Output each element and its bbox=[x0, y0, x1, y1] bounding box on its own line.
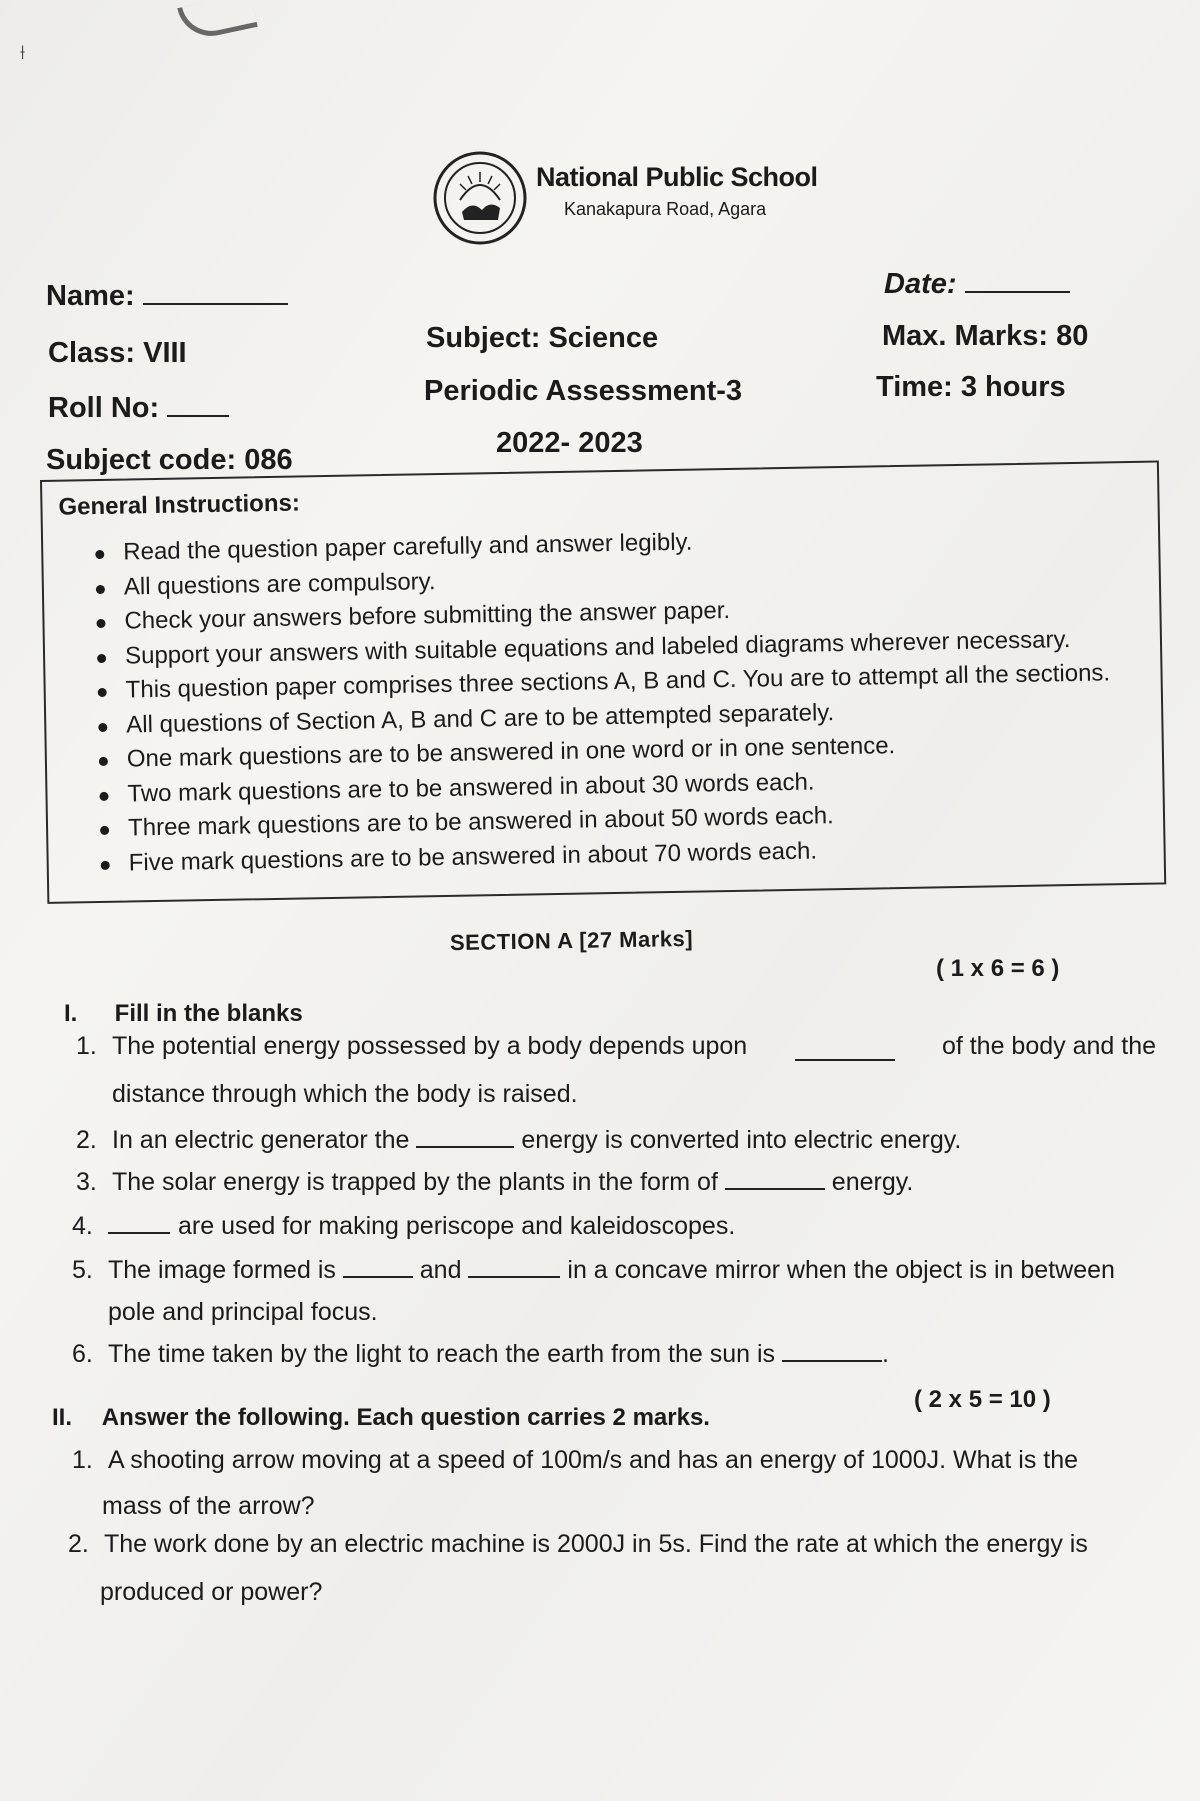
instruction-item: Three mark questions are to be answered in about 50 words each. bbox=[100, 797, 1113, 849]
part-ii-title: Answer the following. Each question carries 2 marks. bbox=[101, 1404, 710, 1431]
instruction-item: All questions of Section A, B and C are to be attempted separately. bbox=[98, 694, 1111, 746]
max-marks-label: Max. Marks: 80 bbox=[882, 320, 1089, 352]
assessment-label: Periodic Assessment-3 bbox=[424, 375, 743, 407]
question-1-5-cont: pole and principal focus. bbox=[108, 1298, 378, 1326]
subject-code-label: Subject code: 086 bbox=[46, 444, 293, 476]
part-i-title: Fill in the blanks bbox=[114, 1000, 303, 1027]
fold-mark bbox=[177, 0, 258, 42]
instruction-item: Support your answers with suitable equations and labeled diagrams wherever necessary. bbox=[97, 625, 1110, 677]
instruction-item: This question paper comprises three sections A, B and C. You are to attempt all the sections. bbox=[97, 659, 1110, 711]
question-1-3 bbox=[76, 1168, 913, 1197]
date-field bbox=[884, 268, 1070, 301]
part-ii-number: II. bbox=[52, 1404, 73, 1431]
question-2-1 bbox=[72, 1446, 1078, 1475]
question-number: 2. bbox=[68, 1530, 89, 1558]
question-text: The potential energy possessed by a body depends upon bbox=[112, 1032, 748, 1060]
instructions-list bbox=[95, 521, 1113, 884]
question-text: energy. bbox=[831, 1168, 914, 1196]
question-2-2 bbox=[68, 1530, 1088, 1559]
name-field bbox=[46, 280, 288, 313]
name-blank bbox=[143, 303, 288, 305]
part-i-heading bbox=[64, 1000, 303, 1028]
question-number: 6. bbox=[72, 1340, 93, 1368]
question-2-2-cont: produced or power? bbox=[100, 1578, 323, 1606]
part-i-marks: ( 1 x 6 = 6 ) bbox=[936, 955, 1060, 982]
pen-mark: ⟊ bbox=[20, 42, 26, 64]
question-text: . bbox=[881, 1340, 889, 1368]
question-text: A shooting arrow moving at a speed of 100m/s and has an energy of 1000J. What is the bbox=[108, 1446, 1079, 1474]
question-number: 4. bbox=[72, 1212, 93, 1240]
date-label: Date: bbox=[884, 268, 957, 300]
question-2-1-cont: mass of the arrow? bbox=[102, 1492, 315, 1520]
year-label: 2022- 2023 bbox=[496, 427, 643, 459]
instruction-item: All questions are compulsory. bbox=[96, 556, 1109, 608]
question-text: The work done by an electric machine is 2000J in 5s. Find the rate at which the energy is bbox=[104, 1530, 1088, 1558]
question-1-2 bbox=[76, 1126, 961, 1155]
question-1-4 bbox=[72, 1212, 735, 1241]
question-text: are used for making periscope and kaleidoscopes. bbox=[178, 1212, 736, 1240]
question-number: 1. bbox=[76, 1032, 97, 1060]
question-1-1-cont: distance through which the body is raised. bbox=[112, 1080, 578, 1108]
question-text: The image formed is bbox=[108, 1256, 336, 1284]
answer-blank bbox=[416, 1146, 514, 1148]
school-address: Kanakapura Road, Agara bbox=[564, 199, 767, 219]
section-a-title: SECTION A [27 Marks] bbox=[449, 925, 694, 956]
time-label: Time: 3 hours bbox=[876, 371, 1066, 403]
question-1-5 bbox=[72, 1256, 1115, 1285]
question-number: 2. bbox=[76, 1126, 97, 1154]
date-blank bbox=[965, 291, 1070, 293]
question-text: The time taken by the light to reach the earth from the sun is bbox=[108, 1340, 776, 1368]
answer-blank bbox=[343, 1276, 413, 1278]
roll-field bbox=[48, 392, 229, 425]
question-number: 1. bbox=[72, 1446, 93, 1474]
answer-blank bbox=[782, 1360, 882, 1362]
name-label: Name: bbox=[46, 280, 135, 312]
question-text: In an electric generator the bbox=[112, 1126, 410, 1154]
question-1-6 bbox=[72, 1340, 889, 1369]
school-header bbox=[432, 150, 818, 246]
question-text: energy is converted into electric energy. bbox=[521, 1126, 962, 1154]
roll-blank bbox=[167, 415, 229, 417]
question-text: The solar energy is trapped by the plants in the form of bbox=[112, 1168, 718, 1196]
answer-blank bbox=[468, 1276, 560, 1278]
school-name: National Public School bbox=[536, 162, 818, 192]
instruction-item: Check your answers before submitting the answer paper. bbox=[96, 590, 1109, 642]
question-number: 5. bbox=[72, 1256, 93, 1284]
question-1-1 bbox=[76, 1032, 1156, 1061]
part-ii-marks: ( 2 x 5 = 10 ) bbox=[914, 1386, 1051, 1413]
school-logo-icon bbox=[432, 150, 528, 246]
answer-blank bbox=[108, 1232, 170, 1234]
instruction-item: One mark questions are to be answered in one word or in one sentence. bbox=[99, 728, 1112, 780]
question-number: 3. bbox=[76, 1168, 97, 1196]
question-text: in a concave mirror when the object is in between bbox=[567, 1256, 1115, 1284]
question-text: of the body and the bbox=[941, 1032, 1156, 1060]
instruction-item: Two mark questions are to be answered in about 30 words each. bbox=[99, 763, 1112, 815]
roll-label: Roll No: bbox=[48, 392, 160, 424]
answer-blank bbox=[725, 1188, 825, 1190]
instructions-title: General Instructions: bbox=[58, 489, 301, 521]
part-ii-heading bbox=[52, 1404, 710, 1432]
subject-label: Subject: Science bbox=[426, 322, 659, 354]
instruction-item: Read the question paper carefully and answer legibly. bbox=[95, 521, 1108, 573]
question-text: and bbox=[419, 1256, 462, 1284]
part-i-number: I. bbox=[64, 1000, 78, 1027]
instruction-item: Five mark questions are to be answered in about 70 words each. bbox=[100, 832, 1113, 884]
answer-blank bbox=[795, 1032, 895, 1061]
class-label: Class: VIII bbox=[48, 337, 187, 369]
general-instructions-box bbox=[40, 460, 1166, 903]
